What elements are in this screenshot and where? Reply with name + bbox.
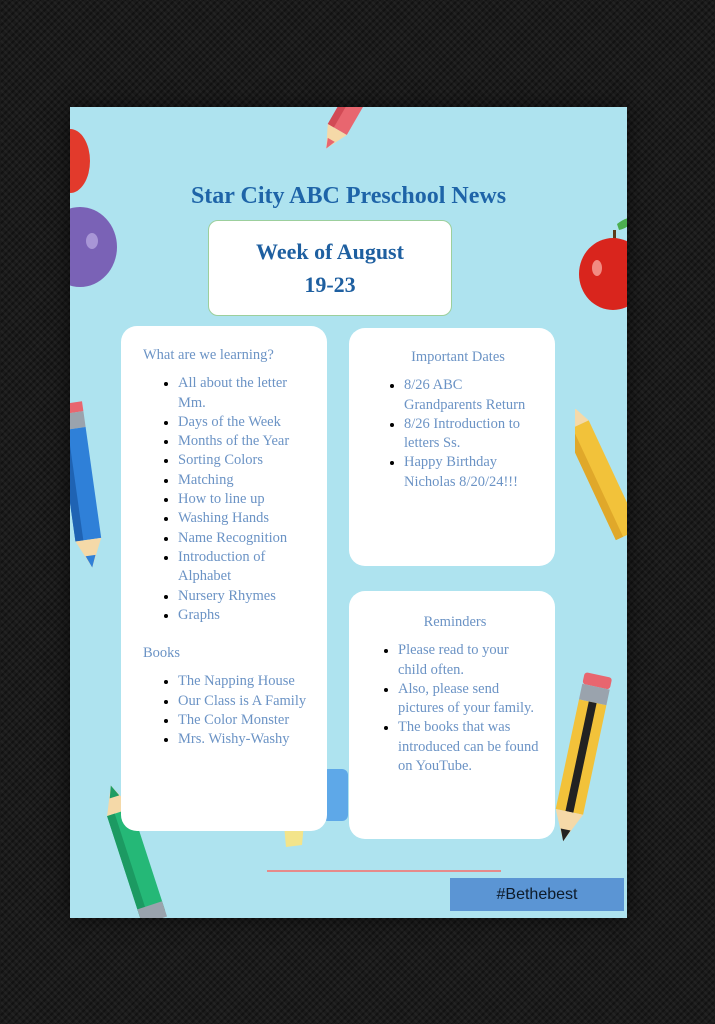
- list-item: • Also, please send pictures of your family.: [398, 680, 541, 719]
- blue-pencil-icon: [70, 397, 120, 577]
- list-item: • Happy Birthday Nicholas 8/20/24!!!: [404, 453, 541, 492]
- list-item: • Mrs. Wishy-Washy: [178, 730, 313, 749]
- list-item: • The Color Monster: [178, 711, 313, 730]
- list-item: • Name Recognition: [178, 529, 313, 548]
- list-item: • Nursery Rhymes: [178, 587, 313, 606]
- pink-pencil-icon: [306, 107, 376, 165]
- learning-heading: What are we learning?: [143, 347, 274, 363]
- books-heading: Books: [143, 645, 181, 662]
- divider-line: [267, 870, 501, 872]
- week-box: [208, 220, 452, 316]
- learning-panel: [121, 326, 327, 831]
- purple-balloon-icon: [70, 207, 120, 289]
- page-title: Star City ABC Preschool News: [190, 183, 507, 209]
- dates-heading: Important Dates: [411, 349, 505, 365]
- yellow-pencil-icon: [575, 409, 627, 549]
- learning-list: [143, 374, 313, 625]
- list-item: • Our Class is A Family: [178, 692, 313, 711]
- list-item: • Washing Hands: [178, 509, 313, 528]
- week-label: Week of August: [256, 239, 404, 264]
- list-item: • Matching: [178, 471, 313, 490]
- list-item: • Months of the Year: [178, 432, 313, 451]
- list-item: • All about the letter Mm.: [178, 374, 313, 413]
- reminders-list: [363, 641, 541, 776]
- week-dates: 19-23: [304, 272, 356, 297]
- apple-icon: [579, 214, 627, 312]
- list-item: • Introduction of Alphabet: [178, 548, 313, 587]
- books-list: [143, 672, 313, 749]
- list-item: • Graphs: [178, 606, 313, 625]
- important-dates-panel: [349, 328, 555, 566]
- list-item: • The Napping House: [178, 672, 313, 691]
- reminders-heading: Reminders: [423, 614, 487, 630]
- list-item: • The books that was introduced can be found on YouTube.: [398, 718, 541, 776]
- list-item: • Sorting Colors: [178, 451, 313, 470]
- list-item: • 8/26 ABC Grandparents Return: [404, 376, 541, 415]
- hashtag-banner: #Bethebest: [450, 878, 624, 911]
- list-item: • How to line up: [178, 490, 313, 509]
- dates-list: [369, 376, 541, 492]
- list-item: • Days of the Week: [178, 413, 313, 432]
- list-item: • 8/26 Introduction to letters Ss.: [404, 415, 541, 454]
- reminders-panel: [349, 591, 555, 839]
- list-item: • Please read to your child often.: [398, 641, 541, 680]
- newsletter-flyer: [70, 107, 627, 918]
